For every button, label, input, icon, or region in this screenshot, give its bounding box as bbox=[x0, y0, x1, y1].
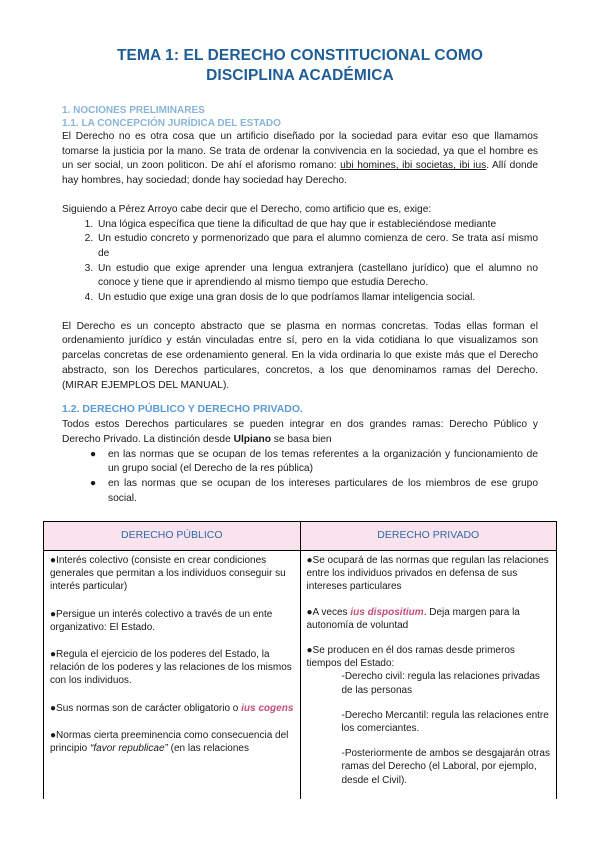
paragraph-1-text-a: El Derecho no es otra cosa que un artificio diseñado por la sociedad para evitar eso que llamamos tomarse la justicia por la mano. Se trata de ordenar la convivencia en la sociedad, ya que el hombre es un ser social, un zoon politicon. De ahí el aforismo romano: bbox=[62, 131, 538, 172]
bullet-icon: ● bbox=[90, 478, 97, 490]
public-item-5 bbox=[50, 729, 294, 755]
paragraph-2: Siguiendo a Pérez Arroyo cabe decir que el Derecho, como artificio que es, exige: bbox=[62, 203, 432, 215]
list-item bbox=[90, 448, 538, 477]
section-heading-1: 1. NOCIONES PRELIMINARES bbox=[62, 105, 205, 116]
private-item-3: ●Se producen en él dos ramas desde primeros tiempos del Estado: bbox=[306, 645, 515, 670]
public-item-5-text-a: ●Normas cierta preeminencia como consecuencia del principio bbox=[50, 729, 289, 755]
list-item: 3. Un estudio que exige aprender una lengua extranjera (castellano jurídico) que el alumno no conoce y tiene que ir aprendiendo al mismo tiempo que estudia Derecho. bbox=[96, 262, 538, 291]
paragraph-1 bbox=[62, 130, 538, 189]
private-law-column bbox=[300, 551, 557, 799]
private-item-1: ●Se ocupará de las normas que regulan las relaciones entre los individuos privados en defensa de sus intereses particulares bbox=[306, 555, 549, 593]
private-item-2-text-a: ●A veces bbox=[306, 606, 351, 618]
section-heading-1-2: 1.2. DERECHO PÚBLICO Y DERECHO PRIVADO. bbox=[62, 403, 303, 416]
ius-dispositium-term: ius dispositium bbox=[350, 606, 424, 618]
section-heading-1-1: 1.1. LA CONCEPCIÓN JURÍDICA DEL ESTADO bbox=[62, 118, 281, 129]
private-item-2 bbox=[307, 606, 551, 632]
paragraph-4-text-c: se basa bien bbox=[270, 433, 332, 445]
list-item: 1. Una lógica específica que tiene la dificultad de que hay que ir estableciéndose mediante bbox=[96, 218, 538, 233]
public-item-4 bbox=[50, 702, 294, 715]
private-subitem-otras: -Posteriormente de ambos se desgajarán otras ramas del Derecho (el Laboral, por ejemplo, desde el Civil). bbox=[341, 748, 550, 786]
numbered-list bbox=[62, 218, 538, 306]
bullet-icon: ● bbox=[90, 448, 97, 460]
public-item-3: ●Regula el ejercicio de los poderes del Estado, la relación de los poderes y las relaciones de los mismos con los individuos. bbox=[50, 649, 292, 687]
header-derecho-privado: DERECHO PRIVADO bbox=[300, 522, 557, 551]
ulpiano-name: Ulpiano bbox=[233, 433, 271, 445]
list-item: 2. Un estudio concreto y pormenorizado que para el alumno comienza de cero. Se trata así mismo de bbox=[96, 232, 538, 261]
public-item-2: ●Persigue un interés colectivo a través de un ente organizativo: El Estado. bbox=[50, 608, 273, 633]
latin-aphorism: ubi homines, ibi societas, ibi ius bbox=[340, 160, 487, 172]
paragraph-4 bbox=[62, 418, 538, 447]
comparison-table bbox=[43, 521, 557, 799]
public-item-1: ●Interés colectivo (consiste en crear condiciones generales que permitan a los individuos conseguir su interés particular) bbox=[50, 555, 286, 593]
public-item-5-text-c: (en las relaciones bbox=[167, 743, 249, 755]
list-item: 4. Un estudio que exige una gran dosis de lo que podríamos llamar inteligencia social. bbox=[96, 291, 538, 306]
ius-cogens-term: ius cogens bbox=[241, 702, 294, 714]
bullet-text: en las normas que se ocupan de los intereses particulares de los miembros de ese grupo social. bbox=[108, 478, 538, 504]
header-derecho-publico: DERECHO PÚBLICO bbox=[44, 522, 301, 551]
bullet-text: en las normas que se ocupan de los temas referentes a la organización y funcionamiento de un grupo social (el Derecho de la res pública) bbox=[108, 448, 538, 475]
private-item-2-text-c: . Deja margen para la autonomía de voluntad bbox=[306, 606, 520, 631]
public-law-column bbox=[44, 551, 301, 799]
private-subitem-mercantil: -Derecho Mercantil: regula las relaciones entre los comerciantes. bbox=[341, 709, 549, 735]
private-subitem-civil: -Derecho civil: regula las relaciones privadas de las personas bbox=[341, 671, 540, 696]
paragraph-3: El Derecho es un concepto abstracto que se plasma en normas concretas. Todas ellas forman el ordenamiento jurídico y están vinculadas entre sí, pero en la vida cotidiana lo que visualizamos son parcelas concretas de ese ordenamiento general. En la vida ordinaria lo que existe más que el Derecho abstracto, son los Derechos particulares, concretos, a los que denominamos ramas del Derecho. (MIRAR EJEMPLOS DEL MANUAL). bbox=[62, 320, 538, 391]
list-item bbox=[90, 477, 538, 506]
paragraph-4-text-a: Todos estos Derechos particulares se pueden integrar en dos grandes ramas: Derecho Público y Derecho Privado. La distinción desde bbox=[62, 419, 538, 445]
bullet-list bbox=[62, 448, 538, 507]
page-title: TEMA 1: EL DERECHO CONSTITUCIONAL COMO DISCIPLINA ACADÉMICA bbox=[116, 47, 484, 84]
favor-republicae-term: “favor republicae” bbox=[90, 743, 168, 755]
public-item-4-text: ●Sus normas son de carácter obligatorio o bbox=[50, 702, 242, 714]
paragraph-1-text-b: . Allí donde hay hombres, hay sociedad; donde hay sociedad hay Derecho. bbox=[62, 160, 538, 187]
